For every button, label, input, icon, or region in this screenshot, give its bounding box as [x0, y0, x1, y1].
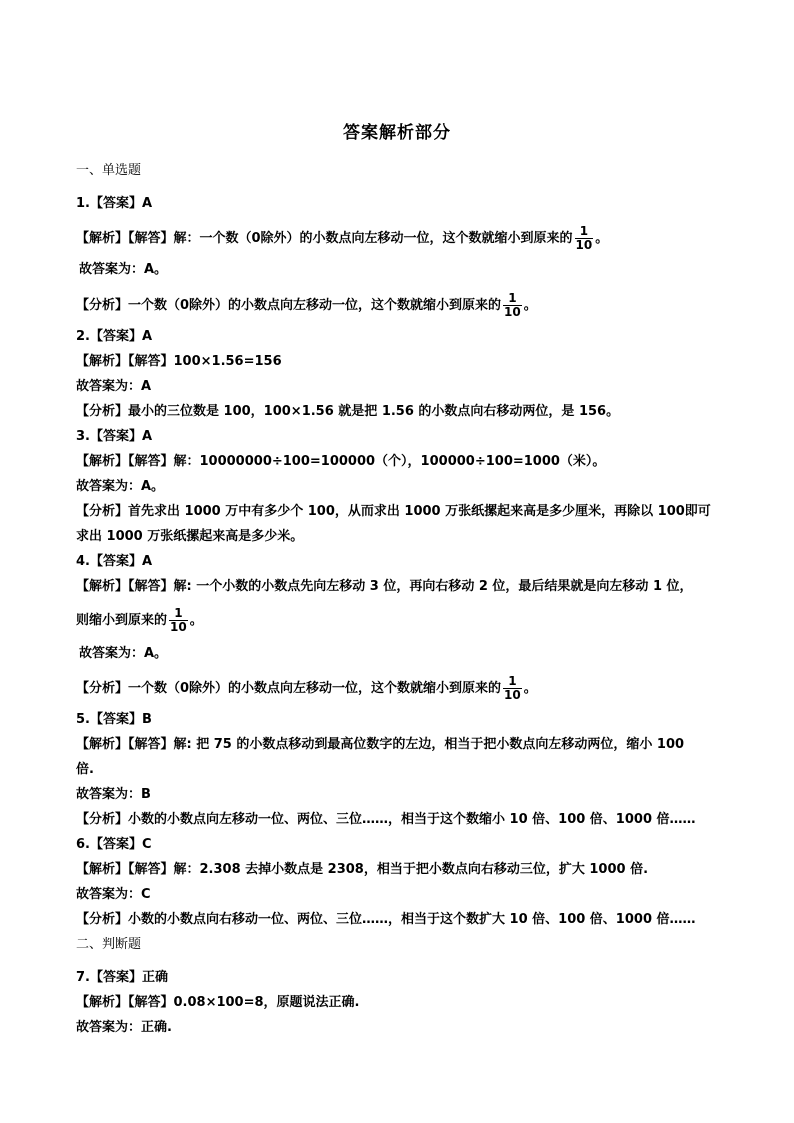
q3-answer: 3.【答案】A: [76, 429, 153, 444]
q4-analysis-1: 【解析】【解答】解: 一个小数的小数点先向左移动 3 位，再向右移动 2 位，最后结果就是向左移动 1 位，: [76, 579, 693, 594]
q7-conclusion: 故答案为：正确.: [76, 1020, 172, 1035]
q1-explanation: 【分析】一个数（0除外）的小数点向左移动一位，这个数就缩小到原来的 $\frac{1}{10}$ 。: [76, 291, 537, 319]
q3-conclusion: 故答案为：A。: [76, 479, 165, 494]
section-heading-true-false: 二、判断题: [76, 937, 142, 952]
page-title: 答案解析部分: [343, 123, 451, 143]
q6-answer: 6.【答案】C: [76, 837, 152, 852]
q5-answer: 5.【答案】B: [76, 712, 152, 727]
q1-analysis: 【解析】【解答】解：一个数（0除外）的小数点向左移动一位，这个数就缩小到原来的 $\frac{1}{10}$ 。: [76, 224, 609, 252]
q3-explanation-2: 求出 1000 万张纸摞起来高是多少米。: [76, 529, 304, 544]
fraction-one-tenth: $\frac{1}{10}$: [575, 224, 593, 252]
q1-answer: 1.【答案】A: [76, 196, 153, 211]
q6-analysis: 【解析】【解答】解：2.308 去掉小数点是 2308，相当于把小数点向右移动三位，扩大 1000 倍.: [76, 862, 649, 877]
q1-conclusion: 故答案为：A。: [79, 262, 168, 277]
q2-conclusion: 故答案为：A: [76, 379, 152, 394]
section-heading-single-choice: 一、单选题: [76, 163, 142, 178]
q5-analysis-1: 【解析】【解答】解: 把 75 的小数点移动到最高位数字的左边，相当于把小数点向左移动两位，缩小 100: [76, 737, 685, 752]
q7-analysis: 【解析】【解答】0.08×100=8，原题说法正确.: [76, 995, 360, 1010]
fraction-one-tenth: $\frac{1}{10}$: [504, 674, 521, 702]
q6-explanation: 【分析】小数的小数点向右移动一位、两位、三位……，相当于这个数扩大 10 倍、100 倍、1000 倍……: [76, 912, 696, 927]
fraction-one-tenth: $\frac{1}{10}$: [170, 606, 187, 634]
q7-answer: 7.【答案】正确: [76, 970, 168, 985]
fraction-one-tenth: $\frac{1}{10}$: [504, 291, 521, 319]
q3-analysis: 【解析】【解答】解：10000000÷100=100000（个），100000÷100=1000（米）。: [76, 454, 606, 469]
q5-conclusion: 故答案为：B: [76, 787, 151, 802]
q6-conclusion: 故答案为：C: [76, 887, 151, 902]
q4-analysis-2: 则缩小到原来的 $\frac{1}{10}$ 。: [76, 606, 203, 634]
q5-analysis-2: 倍.: [76, 762, 94, 777]
q2-explanation: 【分析】最小的三位数是 100，100×1.56 就是把 1.56 的小数点向右移动两位，是 156。: [76, 404, 620, 419]
q5-explanation: 【分析】小数的小数点向左移动一位、两位、三位……，相当于这个数缩小 10 倍、100 倍、1000 倍……: [76, 812, 696, 827]
q2-analysis: 【解析】【解答】100×1.56=156: [76, 354, 282, 369]
q4-conclusion: 故答案为：A。: [79, 646, 168, 661]
q4-explanation: 【分析】一个数（0除外）的小数点向左移动一位，这个数就缩小到原来的 $\frac{1}{10}$ 。: [76, 674, 537, 702]
q2-answer: 2.【答案】A: [76, 329, 153, 344]
q4-answer: 4.【答案】A: [76, 554, 153, 569]
q3-explanation-1: 【分析】首先求出 1000 万中有多少个 100，从而求出 1000 万张纸摞起来高是多少厘米，再除以 100即可: [76, 504, 711, 519]
